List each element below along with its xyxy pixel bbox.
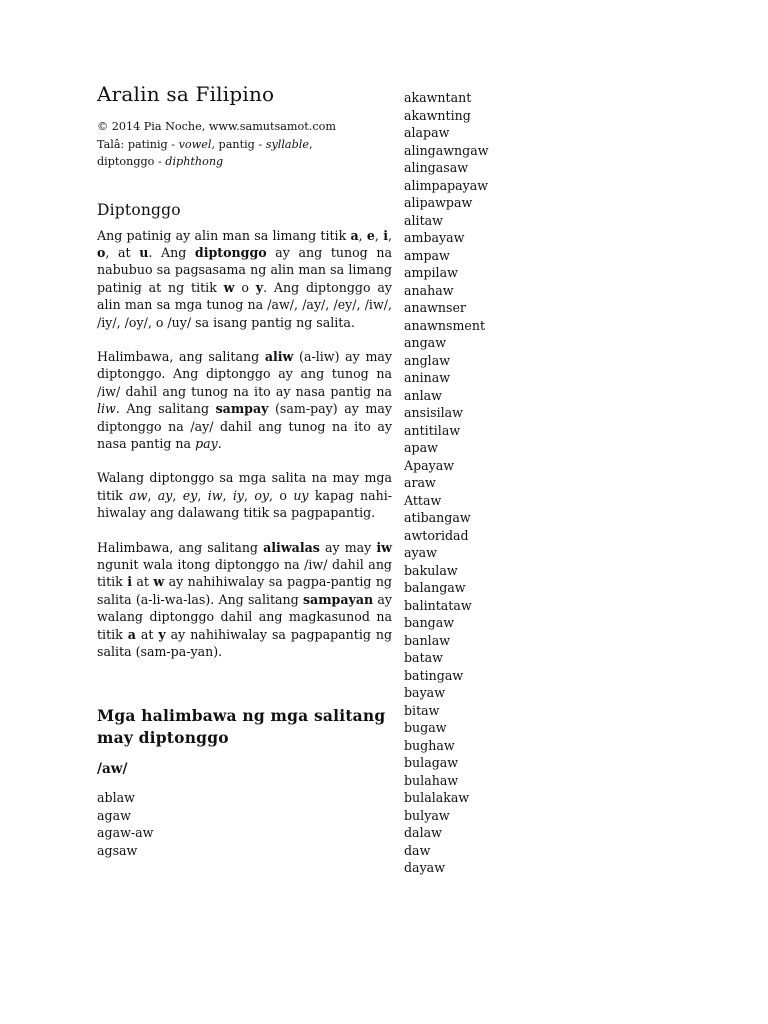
text: , o — [269, 487, 294, 503]
text: ay may — [319, 539, 377, 555]
text: Halimbawa, ang salitang — [97, 539, 264, 555]
text: . Ang salitang — [115, 401, 216, 417]
text: o — [234, 279, 256, 295]
paragraph-no-diphthong — [97, 469, 392, 521]
text: . Ang — [148, 244, 195, 260]
text: , — [358, 227, 367, 243]
text: kapag nahi-hiwalay ang dalawang titik sa pagpapantig. — [97, 487, 393, 521]
note-vowel: vowel — [178, 137, 212, 151]
text: , — [387, 227, 392, 243]
italic-term: liw — [97, 401, 116, 417]
bold-term: iw — [376, 539, 393, 555]
text: , — [374, 227, 384, 243]
text: ay walang diptonggo dahil ang magkasunod na titik — [97, 591, 392, 642]
text: , — [222, 487, 233, 503]
list-item: bulahaw — [404, 772, 459, 788]
list-item: bitaw — [404, 702, 440, 718]
copyright-line: © 2014 Pia Noche, www.samutsamot.com — [97, 120, 336, 133]
bold-letter: w — [223, 279, 235, 295]
word-list-left — [97, 789, 392, 859]
text: Walang diptonggo sa mga salita na may mga titik — [97, 470, 392, 503]
text: ay nahihiwalay sa pagpapantig ng salita (sam-pa-yan). — [97, 626, 393, 660]
bold-letter: u — [139, 244, 149, 260]
text: ay nahihiwalay sa pagpa-pantig ng salita (a-li-wa-las). Ang salitang — [97, 574, 392, 607]
list-item: bangaw — [404, 615, 455, 630]
document-meta — [97, 118, 392, 171]
list-item: batingaw — [404, 667, 464, 683]
subheading-aw: /aw/ — [97, 761, 128, 778]
italic-term: uy — [293, 487, 309, 503]
text: at — [132, 574, 154, 590]
list-item: bulyaw — [404, 807, 450, 823]
list-item: alitaw — [404, 212, 443, 228]
italic-term: oy — [254, 487, 270, 503]
bold-letter: i — [383, 227, 388, 243]
text: ay ang tunog na nabubuo sa pagsasama ng alin man sa limang patinig at ng titik — [97, 244, 392, 295]
bold-letter: e — [366, 227, 375, 243]
note-line-2 — [97, 153, 392, 171]
word-list-right — [404, 89, 554, 877]
list-item: bugaw — [404, 720, 447, 735]
italic-term: iy — [232, 487, 244, 503]
bold-letter: a — [350, 227, 359, 243]
list-item: balintataw — [404, 597, 472, 613]
bold-letter: w — [153, 574, 165, 590]
list-item: bughaw — [404, 737, 455, 753]
list-item: agaw — [97, 807, 131, 823]
text: , — [147, 487, 158, 503]
list-item: alipawpaw — [404, 195, 473, 210]
list-item: angaw — [404, 335, 446, 350]
list-item: ansisilaw — [404, 405, 463, 420]
list-item: bayaw — [404, 685, 445, 700]
list-item: akawnting — [404, 107, 471, 123]
list-item: alimpapayaw — [404, 177, 489, 193]
text: (a-liw) ay may diptonggo. Ang diptonggo ay ang tunog na /iw/ dahil ang tunog na ito ay nasa pantig na — [97, 348, 393, 399]
list-item: apaw — [404, 440, 438, 455]
list-item: anglaw — [404, 352, 450, 368]
note-sep-2: , — [308, 137, 313, 151]
italic-term: ey — [182, 487, 198, 503]
list-item: ampilaw — [404, 265, 458, 280]
list-item: daw — [404, 842, 431, 858]
text: , — [172, 487, 183, 503]
bold-letter: i — [127, 574, 132, 590]
left-column — [97, 82, 392, 859]
text: at — [135, 626, 159, 642]
text: , — [197, 487, 208, 503]
list-item: bulalakaw — [404, 790, 470, 805]
list-item: bulagaw — [404, 755, 459, 770]
note-line2-prefix: diptonggo - — [97, 155, 166, 168]
page-title: Aralin sa Filipino — [97, 82, 275, 106]
text: , at — [105, 244, 140, 260]
list-item: anawnsment — [404, 317, 486, 333]
list-item: alingawngaw — [404, 142, 489, 158]
list-item: agaw-aw — [97, 825, 154, 841]
text: . — [217, 435, 222, 451]
note-line-1 — [97, 136, 392, 154]
list-item: araw — [404, 475, 436, 490]
section-heading-examples: Mga halimbawa ng mga salitang may diptonggo — [97, 706, 386, 748]
note-syllable: syllable — [265, 137, 309, 151]
list-item: ampaw — [404, 247, 450, 263]
italic-term: pay — [195, 435, 218, 451]
text: ngunit wala itong diptonggo na /iw/ dahil ang titik — [97, 557, 392, 590]
list-item: agsaw — [97, 842, 138, 858]
list-item: Attaw — [404, 492, 442, 508]
paragraph-example-aliw — [97, 348, 392, 452]
right-column — [404, 89, 554, 877]
list-item: anahaw — [404, 282, 454, 298]
bold-letter: a — [127, 626, 136, 642]
list-item: atibangaw — [404, 510, 471, 525]
list-item: banlaw — [404, 632, 450, 648]
paragraph-definition — [97, 227, 392, 331]
bold-letter: y — [255, 279, 264, 295]
list-item: balangaw — [404, 580, 466, 595]
italic-term: aw — [129, 487, 148, 503]
bold-letter: y — [158, 626, 166, 642]
list-item: aninaw — [404, 370, 451, 385]
list-item: awtoridad — [404, 527, 469, 543]
italic-term: ay — [157, 487, 173, 503]
bold-letter: o — [97, 244, 106, 260]
note-diphthong: diphthong — [165, 155, 224, 168]
list-item: dayaw — [404, 860, 445, 875]
text: (sam-pay) ay may diptonggo na /ay/ dahil ang tunog na ito ay nasa pantig na — [97, 401, 392, 451]
list-item: anawnser — [404, 300, 466, 315]
paragraph-example-aliwalas — [97, 539, 392, 661]
section-heading-diptonggo: Diptonggo — [97, 200, 181, 219]
text: . Ang diptonggo ay alin man sa mga tunog na /aw/, /ay/, /ey/, /iw/, /iy/, /oy/, o /uy/ sa isang pantig ng salita. — [97, 279, 393, 330]
list-item: bataw — [404, 650, 443, 665]
list-item: ablaw — [97, 790, 135, 806]
note-prefix: Talâ: patinig - — [97, 137, 179, 151]
list-item: alapaw — [404, 125, 450, 140]
list-item: dalaw — [404, 825, 442, 840]
bold-term: sampay — [215, 401, 269, 417]
list-item: alingasaw — [404, 160, 468, 175]
list-item: akawntant — [404, 90, 472, 105]
note-sep-1: , pantig - — [211, 137, 266, 151]
list-item: anlaw — [404, 387, 442, 403]
text: Ang patinig ay alin man sa limang titik — [97, 227, 351, 243]
bold-term: diptonggo — [194, 244, 267, 260]
bold-term: aliwalas — [263, 539, 320, 555]
list-item: ayaw — [404, 545, 437, 560]
list-item: ambayaw — [404, 230, 465, 245]
text: Halimbawa, ang salitang — [97, 348, 265, 364]
text: , — [244, 487, 255, 503]
list-item: Apayaw — [404, 457, 455, 473]
list-item: bakulaw — [404, 562, 458, 578]
list-item: antitilaw — [404, 422, 461, 438]
bold-term: sampayan — [302, 591, 374, 607]
italic-term: iw — [207, 487, 223, 503]
bold-term: aliw — [264, 348, 294, 364]
